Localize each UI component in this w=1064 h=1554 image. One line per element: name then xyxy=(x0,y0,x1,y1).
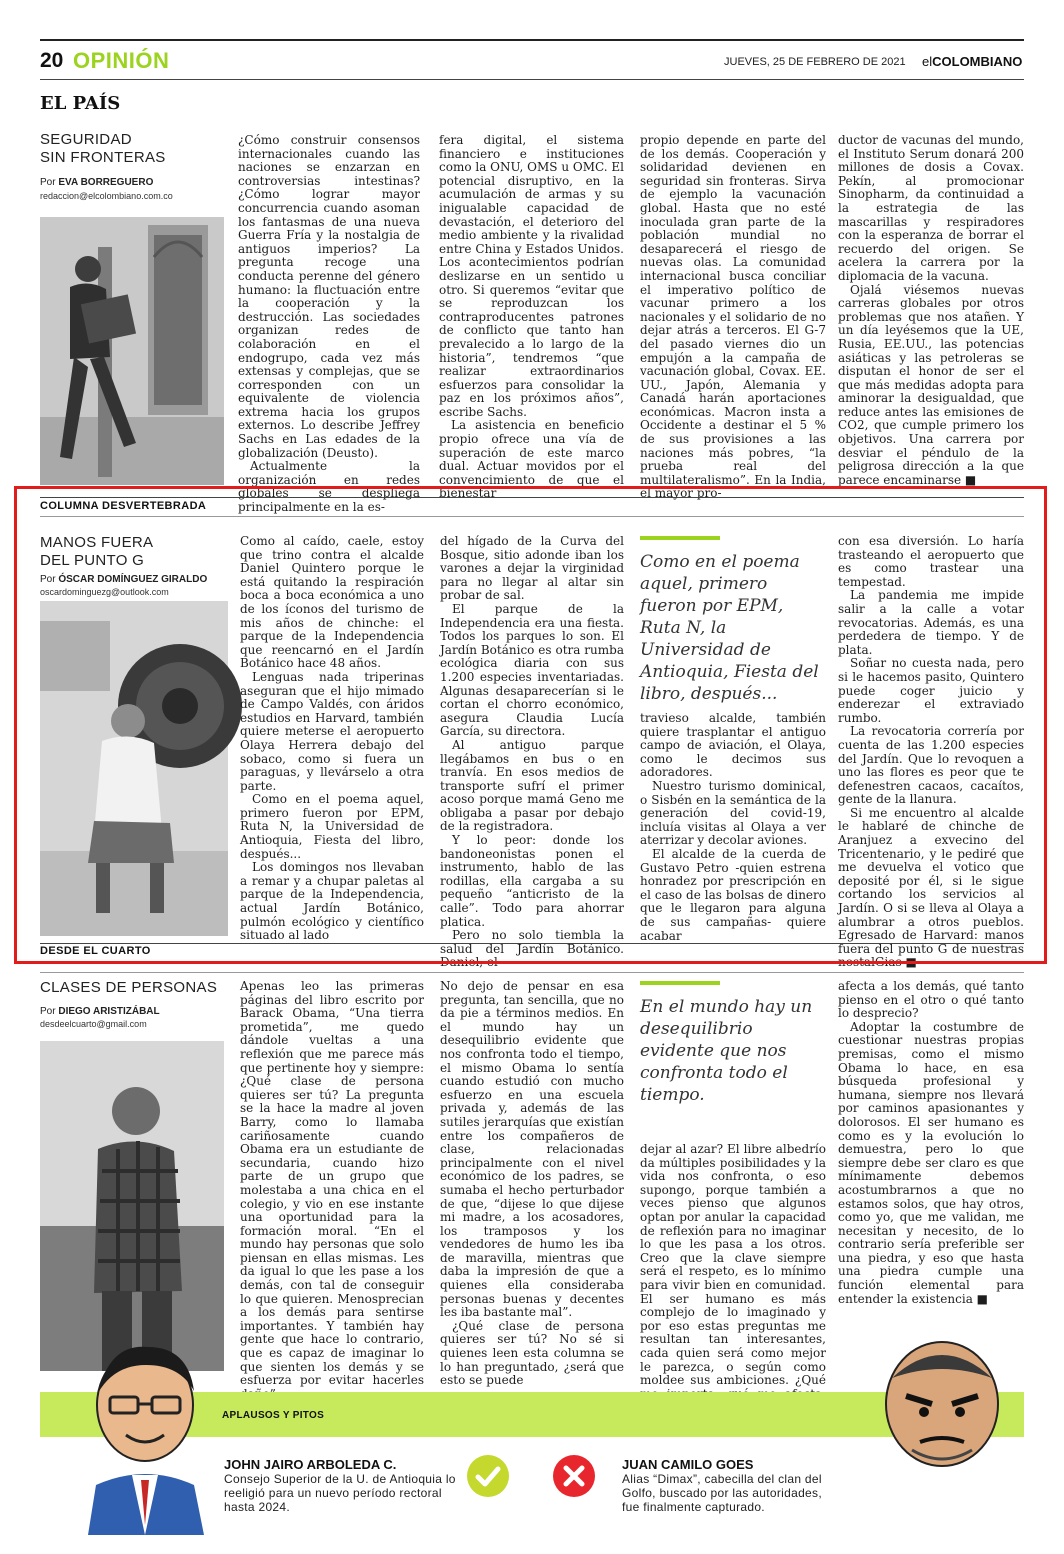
brand-logo xyxy=(922,54,1022,69)
dateline: JUEVES, 25 DE FEBRERO DE 2021 xyxy=(724,56,906,68)
article3-column-3 xyxy=(640,1142,826,1388)
article3-photo xyxy=(40,1041,224,1371)
check-icon xyxy=(467,1455,509,1497)
article2-author: ÓSCAR DOMÍNGUEZ GIRALDO xyxy=(58,574,208,585)
pito-name: JUAN CAMILO GOES xyxy=(622,1457,754,1472)
paragraph: La pandemia me impide salir a la calle a votar revocatorias. Además, es una perdedera de tiempo. Y de plata. xyxy=(838,588,1024,657)
article3-author: DIEGO ARISTIZÁBAL xyxy=(58,1006,160,1017)
partner-logo: EL PAÍS xyxy=(40,93,121,114)
article1-author: EVA BORREGUERO xyxy=(58,177,154,188)
byline-prefix: Por xyxy=(40,574,56,585)
paragraph: Al antiguo parque llegábamos en bus o en tranvía. En esos medios de transporte sufrí el primer acoso porque mamá Geno me obligaba a pasar por debajo de la registradora. xyxy=(440,737,624,834)
article1-byline xyxy=(40,177,153,188)
article1-column-1 xyxy=(238,133,420,515)
paragraph: Soñar no cuesta nada, pero si le hacemos pasito, Quintero puede coger juicio y enderezar el extraviado rumbo. xyxy=(838,656,1024,725)
paragraph: Ojalá viésemos nuevas carreras globales por otros problemas que nos atañen. Y un día leyésemos que la UE, Rusia, EE.UU., las potencias asiáticas y las petroleras se disputan el honor de ser el que más medidas adopta para aminorar la desigualdad, que reduce antes las emisiones de CO2, que cumple primero los objetivos. Una carrera por desviar el péndulo de la peligrosa dirección a la que parece encaminarse ■ xyxy=(838,282,1024,487)
paragraph: travieso alcalde, también quiere trasplantar el antiguo campo de aviación, el Olaya, como le decimos sus adoradores. xyxy=(640,711,826,780)
article3-pull-quote: En el mundo hay un desequilibrio evidente que nos confronta todo el tiempo. xyxy=(640,997,813,1105)
paragraph: ¿Cómo construir consensos internacionales cuando las naciones se enzarzan en controversias intestinas? ¿Cómo lograr mayor concurrencia cuando asoman los fantasmas de una nueva Guerra Fría y la nostalgia de antiguos imperios? La pregunta recoge una conducta perenne del género humano: la fluctuación entre la cooperación y la destrucción. Las sociedades organizan redes de colaboración en el endogrupo, cada vez más extensas y complejas, que se corresponden con un equivalente de violencia extrema hacia los grupos externos. Lo describe Jeffrey Sachs en Las edades de la globalización (Deusto). xyxy=(238,133,420,460)
article1-photo xyxy=(40,217,224,485)
caricature-right xyxy=(872,1338,1012,1470)
author-photo-illustration xyxy=(40,1041,224,1371)
brand-prefix: el xyxy=(922,54,933,69)
article2-kicker: COLUMNA DESVERTEBRADA xyxy=(40,500,207,512)
paragraph: La asistencia en beneficio propio ofrece una vía de superación de este marco dual. Actuar movidos por el convencimiento de que el bienestar xyxy=(439,418,624,501)
article3-email[interactable]: desdeelcuarto@gmail.com xyxy=(40,1019,147,1029)
paragraph: con esa diversión. Lo haría trasteando el aeropuerto que es como trastear una tempestad. xyxy=(838,534,1024,589)
article3-column-2 xyxy=(440,979,624,1388)
aplauso-text: Consejo Superior de la U. de Antioquia lo reeligió para un nuevo período rectoral hasta 2024. xyxy=(224,1472,456,1514)
paragraph: El alcalde de la cuerda de Gustavo Petro -quien estrena honradez por prescripción en el caso de las bolsas de dinero que le llegaron para alguna de sus campañas- quiere acabar xyxy=(640,846,826,943)
paragraph: No dejo de pensar en esa pregunta, tan sencilla, que no da pie a términos medios. En el mundo hay un desequilibrio evidente que nos confronta todo el tiempo, el mismo Obama lo sentía cuando estudió con mucho esfuerzo en una escuela privada y, además de las sutiles jerarquías que existían entre los compañeros de clase, relacionadas principalmente con el nivel económico de los padres, se sumaba el hecho perturbador de que, “dijese lo que dijese mi madre, a los acosadores, los tramposos y los vendedores de humo les iba de maravilla, mientras que daba la impresión de que a quienes ella consideraba personas buenas y decentes les iba bastante mal”. xyxy=(440,979,624,1320)
caricature-man-bald-icon xyxy=(872,1338,1012,1470)
top-rule xyxy=(40,39,1024,41)
article1-headline xyxy=(40,131,166,167)
byline-prefix: Por xyxy=(40,177,56,188)
x-icon xyxy=(553,1455,595,1497)
paragraph: Nuestro turismo dominical, o Sisbén en la semántica de la generación del covid-19, incluía visitas al Olaya a ver aterrizar y decolar aviones. xyxy=(640,778,826,848)
pito-text: Alias “Dimax”, cabecilla del clan del Golfo, buscado por las autoridades, fue finalmente capturado. xyxy=(622,1472,822,1514)
article1-headline-line2: SIN FRONTERAS xyxy=(40,149,166,166)
paragraph: dejar al azar? El libre albedrío da múltiples posibilidades y la vida nos confronta, o eso supongo, porque también a veces pienso que algunos optan por anular la capacidad de reflexión para no imaginar lo que les pasa a los otros. Creo que la clave siempre será el respeto, es lo mínimo para vivir bien en comunidad. El ser humano es más complejo de lo imaginado y por eso estas preguntas me resultan tan interesantes, cada quien será como mejor le parezca, o según como moldee sus ambiciones. ¿Qué xyxy=(640,1142,826,1388)
caricature-man-suit-icon xyxy=(70,1335,220,1535)
caricature-left xyxy=(70,1335,220,1535)
article2-email[interactable]: oscardominguezg@outlook.com xyxy=(40,587,169,597)
paragraph: Como al caído, caele, estoy que trino contra el alcalde Daniel Quintero porque le está quitando la respiración boca a boca económica a uno de los íconos del turismo de mis años de chinche: el parque de la Independencia que reencarnó en el Jardín Botánico hace 48 años. xyxy=(240,534,424,671)
aplauso-name: JOHN JAIRO ARBOLEDA C. xyxy=(224,1457,397,1472)
paragraph: ductor de vacunas del mundo, el Instituto Serum donará 200 millones de dosis a Covax. Pekín, al promocionar Sinopharm, da continuidad a la estrategia de las mascarillas y respiradores con la esperanza de borrar el recuerdo del origen. Se acelera la carrera por la diplomacia de la vacuna. xyxy=(838,133,1024,283)
article3-headline: CLASES DE PERSONAS xyxy=(40,979,218,996)
paragraph: El parque de la Independencia era una fiesta. Todos los parques lo son. El Jardín Botánico es otra rumba ecológica diaria con sus 1.200 especies inventariadas. Algunas desaparecerían si le cortan el chorro económico, asegura Claudia Lucía García, su directora. xyxy=(440,601,624,739)
article1-column-3 xyxy=(640,133,826,501)
paragraph: Si me encuentro al alcalde le hablaré de chinche de Aranjuez a exvecino del Tricentenario, y le pediré que me devuelva el votico que deposité por él, si le sigue cortando los servicios al Jardín. O si se lleva al Olaya a alumbrar a otros pueblos. Egresado de Harvard: manos fuera del punto G de nuestras nostalGias ■ xyxy=(838,805,1024,970)
article1-email[interactable]: redaccion@elcolombiano.com.co xyxy=(40,191,173,201)
article3-quote-bar xyxy=(640,981,720,985)
paragraph: propio depende en parte del de los demás. Cooperación y solidaridad devienen en seguridad sin fronteras. Sirva de ejemplo la vacunación global. Hasta que no esté inoculada gran parte de la población mundial no desaparecerá el riesgo de nuevas olas. La comunidad internacional busca conciliar el imperativo político de vacunar primero a los nacionales y el solidario de no dejar atrás a terceros. El G-7 del pasado viernes dio un empujón a la campaña de vacunación global, Covax. EE. UU., Japón, Alemania y Canadá harán aportaciones económicas. Macron insta a Occidente a destinar el 5 % de sus provisiones a las naciones más pobres, “la prueba real del multilateralismo”. En la India, el mayor pro- xyxy=(640,133,826,501)
paragraph: Los domingos nos llevaban a remar y a chupar paletas al parque de la Independencia, actual Jardín Botánico, pulmón ecológico y científico situado al lado xyxy=(240,860,424,943)
paragraph: Apenas leo las primeras páginas del libro escrito por Barack Obama, “Una tierra prometida”, me quedo dándole vueltas a una reflexión que me parece más que pertinente hoy y siempre: ¿Qué clase de persona quieres ser tú? La pregunta se la hace la madre al joven Barry, como lo llamaba cariñosamente cuando Obama era un estudiante de secundaria, cuando hizo parte de un grupo que molestaba a una chica en el colegio, y vio en ese instante una oportunidad para la formación moral. “En el mundo hay personas que solo piensan en ellas mismas. Les da igual lo que les pase a los demás, con tal de conseguir lo que quieren. Menosprecian a los demás para sentirse importantes. Y también hay gente que hace lo contrario, que es capaz de imaginar lo que sienten los demás y se esfuerza por evitar hacerles xyxy=(240,979,424,1388)
article2-headline-line1: MANOS FUERA xyxy=(40,534,154,551)
paragraph: Como en el poema aquel, primero fueron por EPM, Ruta N, la Universidad de Antioquia, Fiesta del libro, después... xyxy=(240,792,424,861)
article2-pull-quote: Como en el poema aquel, primero fueron por EPM, Ruta N, la Universidad de Antioquia, Fiesta del libro, después... xyxy=(640,552,819,704)
page-number: 20 xyxy=(40,49,64,72)
paragraph: Y lo peor: donde los bandoneonistas ponen el instrumento, hablo de las rodillas, ella cargaba a su pequeño “anticristo de la calle”. Todo para ahorrar platica. xyxy=(440,833,624,929)
highlight-box xyxy=(14,486,1047,964)
byline-prefix: Por xyxy=(40,1006,56,1017)
paragraph: ¿Qué clase de persona quieres ser tú? No sé si quienes leen esta columna se lo han preguntado, ¿será que esto se puede xyxy=(440,1318,624,1388)
article3-column-1 xyxy=(240,979,424,1388)
paragraph: Actualmente la organización en redes globales se despliega principalmente en la es- xyxy=(238,459,420,515)
paragraph: afecta a los demás, qué tanto pienso en el otro o qué tanto lo desprecio? xyxy=(838,979,1024,1021)
aplausos-label: APLAUSOS Y PITOS xyxy=(222,1410,325,1421)
article1-column-4 xyxy=(838,134,1024,486)
article3-kicker: DESDE EL CUARTO xyxy=(40,945,151,957)
article3-kicker-rule xyxy=(40,972,1024,973)
paragraph: del hígado de la Curva del Bosque, sitio adonde iban los varones a dejar la virginidad para no llegar al altar sin probar de sal. xyxy=(440,534,624,603)
article1-headline-line1: SEGURIDAD xyxy=(40,131,132,148)
brand-name: COLOMBIANO xyxy=(932,54,1023,69)
section-title: OPINIÓN xyxy=(73,48,170,73)
article3-byline xyxy=(40,1006,160,1017)
paragraph: Lenguas nada triperinas aseguran que el hijo mimado de Campo Valdés, con áridos estudios en Harvard, también quiere meterse el aeropuerto Olaya Herrera debajo del sobaco, como si fuera un paraguas, y llevárselo a otra parte. xyxy=(240,669,424,793)
article3-column-4 xyxy=(838,980,1024,1372)
paragraph: La revocatoria correría por cuenta de las 1.200 especies del Jardín. Que lo revoquen a uno las flores es peor que te defenestren cacaos, cacaítos, gente de la llanura. xyxy=(838,724,1024,807)
masthead-rule xyxy=(40,79,1024,80)
paragraph: Adoptar la costumbre de cuestionar nuestras propias premisas, como el mismo Obama lo hace, en esa búsqueda profesional y humana, siempre nos llevará por caminos apasionantes y dolorosos. El ser humano es como es y la evolución lo demuestra, pero lo que siempre debe ser claro es que mínimamente debemos acostumbrarnos a que no estamos solos, que hay otros, como yo, que me validan, me necesitan y necesito, de lo contrario sería preferible ser una piedra, y eso que hasta una piedra cumple una función elemental para entender la existencia ■ xyxy=(838,1019,1024,1306)
statue-photo-illustration xyxy=(40,217,224,485)
article1-column-2 xyxy=(439,133,624,501)
paragraph: fera digital, el sistema financiero e instituciones como la ONU, OMS u OMC. El potencial disruptivo, en la acumulación de armas y su inigualable capacidad de devastación, el deterioro del medio ambiente y la rivalidad entre China y Estados Unidos. Los acontecimientos podrían deslizarse en un sentido u otro. Si queremos “evitar que se reproduzcan los contraproducentes patrones de conflicto que tanto han prevalecido a lo largo de la historia”, tendremos “que realizar extraordinarios esfuerzos para consolidar la paz en los próximos años”, escribe Sachs. xyxy=(439,133,624,419)
paragraph: Pero no solo tiembla la salud del Jardín Botánico. Daniel, el xyxy=(440,928,624,970)
article2-headline-line2: DEL PUNTO G xyxy=(40,552,145,569)
